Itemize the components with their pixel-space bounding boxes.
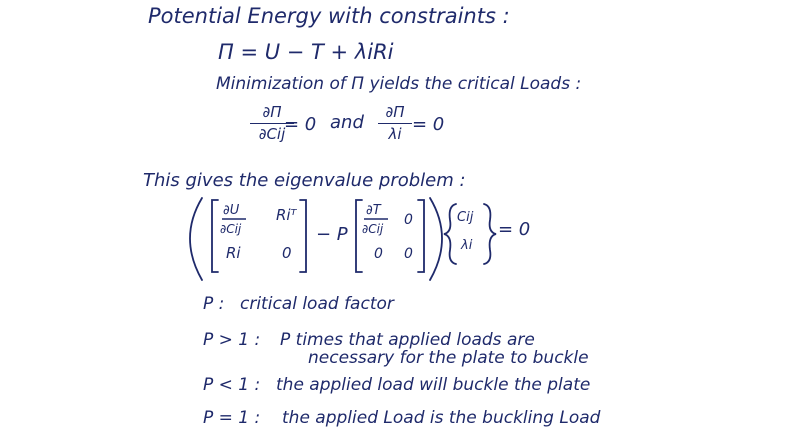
pi-equation: Π = U − T + λiRi [218, 40, 394, 64]
a11-denominator: ∂Cij [220, 222, 242, 236]
open-paren-icon [190, 198, 202, 280]
a11-numerator: ∂U [223, 203, 240, 218]
b12-entry: 0 [404, 212, 413, 228]
equals-zero: = 0 [284, 114, 317, 135]
b11-denominator: ∂Cij [362, 222, 384, 236]
left-brace-icon [444, 204, 456, 264]
right-brace-icon [484, 204, 496, 264]
right-bracket-icon [418, 200, 424, 272]
def-text: the applied Load is the buckling Load [282, 408, 601, 428]
and-word: and [330, 112, 364, 133]
vector-cij: Cij [457, 210, 474, 225]
fraction-denominator: ∂Cij [258, 125, 286, 143]
fraction-numerator: ∂Π [385, 103, 405, 121]
equals-zero: = 0 [412, 114, 445, 135]
def-text: P times that applied loads are [280, 330, 535, 350]
left-bracket-icon [356, 200, 362, 272]
close-paren-icon [430, 198, 442, 280]
a22-entry: 0 [282, 244, 292, 262]
b21-entry: 0 [374, 246, 383, 262]
minimization-text: Minimization of Π yields the critical Loads : [216, 74, 582, 94]
a21-entry: Ri [226, 244, 241, 262]
vector-lambda: λi [461, 238, 473, 253]
left-bracket-icon [212, 200, 218, 272]
b22-entry: 0 [404, 246, 413, 262]
def-key: P < 1 : [203, 375, 261, 395]
right-bracket-icon [300, 200, 306, 272]
def-text: the applied load will buckle the plate [276, 375, 591, 395]
b11-numerator: ∂T [366, 203, 381, 218]
def-text: critical load factor [240, 294, 394, 314]
a12-entry: Riᵀ [276, 206, 297, 224]
minus-p: − P [316, 224, 348, 245]
matrix-equals-zero: = 0 [498, 219, 531, 240]
eigen-intro: This gives the eigenvalue problem : [143, 170, 466, 191]
def-key: P = 1 : [203, 408, 261, 428]
heading: Potential Energy with constraints : [148, 4, 510, 28]
def-key: P > 1 : [203, 330, 261, 350]
fraction-numerator: ∂Π [262, 103, 282, 121]
fraction-denominator: λi [388, 125, 402, 143]
def-key: P : [203, 294, 225, 314]
def-text: necessary for the plate to buckle [308, 348, 589, 368]
